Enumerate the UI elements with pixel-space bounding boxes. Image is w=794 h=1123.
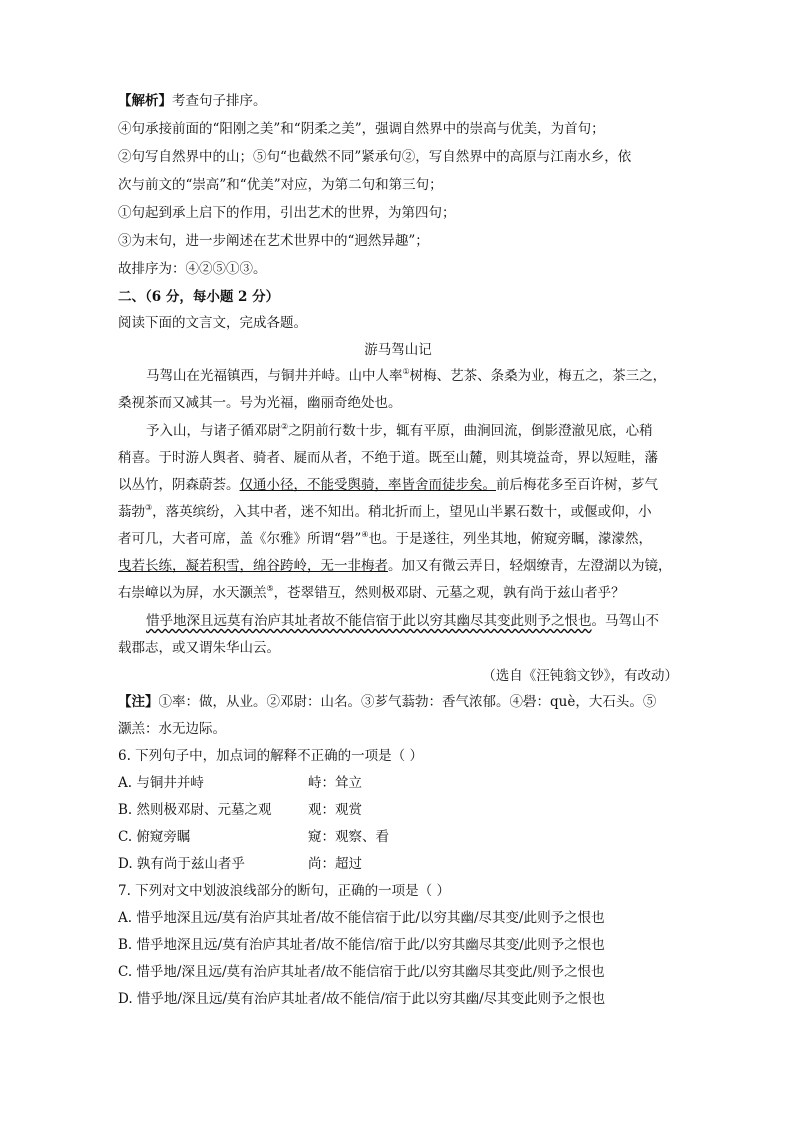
passage-title: 游马驾山记	[364, 342, 432, 358]
option-definition: 峙：耸立	[308, 775, 362, 791]
passage-line	[118, 529, 652, 549]
question-7-option-c: C. 惜乎地/深且远/莫有治庐其址者/故不能信宿于此/以穷其幽尽其变此/则予之恨也	[118, 964, 605, 980]
passage-source: （选自《汪钝翁文钞》，有改动）	[482, 668, 678, 684]
question-7-option-d: D. 惜乎地/深且远/莫有治庐其址者/故不能信/宿于此以穷其幽/尽其变此则予之恨也	[118, 991, 606, 1007]
underlined-sentence: 仅通小径，不能受舆骑，率皆舍而徒步矣。	[239, 477, 496, 493]
analysis-line-2: ②句写自然界中的山；⑤句“也截然不同”紧承句②，写自然界中的高原与江南水乡，依	[118, 149, 632, 165]
text-span: 右崇嶂以为屏，水天灏羔	[118, 585, 267, 601]
analysis-label: 【解析】	[118, 93, 172, 109]
text-span: 。加又有微云弄日，轻烟缭青，左澄湖以为镜，	[388, 558, 672, 574]
analysis-intro	[118, 91, 267, 111]
notes-line-1	[118, 692, 656, 712]
question-7-option-a: A. 惜乎地深且远/莫有治庐其址者/故不能信宿于此/以穷其幽/尽其变/此则予之恨也	[118, 910, 605, 926]
analysis-intro-text: 考查句子排序。	[172, 93, 267, 109]
footnote-marker: ①	[402, 367, 410, 376]
passage-line	[118, 475, 658, 495]
passage-line: 桑视茶而又减其一。号为光福，幽丽奇绝处也。	[118, 395, 402, 411]
passage-line	[118, 502, 652, 522]
text-span: ，苍翠错互，然则极邓尉、元墓之观，孰有尚于兹山者乎？	[273, 585, 625, 601]
text-span: 蓊勃	[118, 504, 145, 520]
text-span: 树梅、艺茶、条桑为业，梅五之，茶三之，	[409, 368, 667, 384]
passage-line	[118, 583, 625, 603]
text-span: 予入山，与诸子循邓尉	[146, 423, 281, 439]
text-span: 以丛竹，阴森蔚荟。	[118, 477, 240, 493]
question-6-option	[118, 773, 362, 793]
wavy-underlined-sentence: 惜乎地深且远莫有治庐其址者故不能信宿于此以穷其幽尽其变此则予之恨也	[146, 613, 592, 629]
passage-line	[118, 556, 672, 576]
analysis-line-1: ④句承接前面的“阳刚之美”和“阴柔之美”，强调自然界中的崇高与优美，为首句；	[118, 121, 605, 137]
option-sentence: B. 然则极邓尉、元墓之观	[118, 802, 272, 818]
text-span: 前后梅花多至百许树，芗气	[496, 477, 658, 493]
question-6-stem: 6. 下列句子中，加点词的解释不正确的一项是（ ）	[118, 748, 423, 764]
underlined-sentence: 曳若长练，凝若积雪，绵谷跨岭，无一非梅者	[118, 558, 388, 574]
footnote-marker: ⑤	[266, 584, 274, 593]
passage-line	[146, 366, 666, 386]
notes-text: ①率：做，从业。②邓尉：山名。③芗气蓊勃：香气浓郁。④礐：què，大石头。⑤	[158, 694, 657, 710]
passage-line: 载郡志，或又谓朱华山云。	[118, 640, 280, 656]
option-definition: 窥：观察、看	[308, 829, 389, 845]
passage-line	[146, 421, 653, 441]
footnote-marker: ③	[145, 503, 153, 512]
notes-label: 【注】	[118, 694, 159, 710]
text-span: 马驾山在光福镇西，与铜井并峙。山中人率	[146, 368, 403, 384]
passage-line	[146, 611, 659, 631]
question-7-stem: 7. 下列对文中划波浪线部分的断句，正确的一项是（ ）	[118, 883, 450, 899]
footnote-marker: ④	[361, 530, 369, 539]
analysis-line-3: 次与前文的“崇高”和“优美”对应，为第二句和第三句；	[118, 177, 443, 193]
notes-line-2: 灏羔：水无边际。	[118, 721, 226, 737]
footnote-marker: ②	[281, 422, 289, 431]
option-definition: 尚：超过	[308, 856, 362, 872]
analysis-line-6: 故排序为：④②⑤①③。	[118, 261, 267, 277]
question-6-option	[118, 854, 362, 874]
text-span: 者可几，大者可席，盖《尔雅》所谓“礐”	[118, 531, 362, 547]
section-heading: 二、（6 分，每小题 2 分）	[118, 289, 280, 305]
option-sentence: A. 与铜井并峙	[118, 775, 204, 791]
question-6-option	[118, 800, 362, 820]
option-sentence: C. 俯窥旁瞩	[118, 829, 191, 845]
option-definition: 观：观赏	[308, 802, 362, 818]
analysis-line-4: ①句起到承上启下的作用，引出艺术的世界，为第四句；	[118, 205, 456, 221]
analysis-line-5: ③为末句，进一步阐述在艺术世界中的“迥然异趣”；	[118, 233, 429, 249]
text-span: 也。于是遂往，列坐其地，俯窥旁瞩，濛濛然，	[368, 531, 652, 547]
section-instruction: 阅读下面的文言文，完成各题。	[118, 315, 307, 331]
option-sentence: D. 孰有尚于兹山者乎	[118, 856, 245, 872]
question-6-option	[118, 827, 389, 847]
question-7-option-b: B. 惜乎地深且远/莫有治庐其址者/故不能信/宿于此/以穷其幽尽其变/此则予之恨也	[118, 937, 605, 953]
passage-line: 稍喜。于时游人舆者、骑者、屣而从者，不绝于道。既至山麓，则其境益奇，界以短畦，藩	[118, 450, 658, 466]
text-span: ，落英缤纷，入其中者，迷不知出。稍北折而上，望见山半累石数十，或偃或仰，小	[152, 504, 652, 520]
text-span: 之阴前行数十步，辄有平原，曲涧回流，倒影澄澈见底，心稍	[288, 423, 653, 439]
text-span: 。马驾山不	[591, 613, 659, 629]
